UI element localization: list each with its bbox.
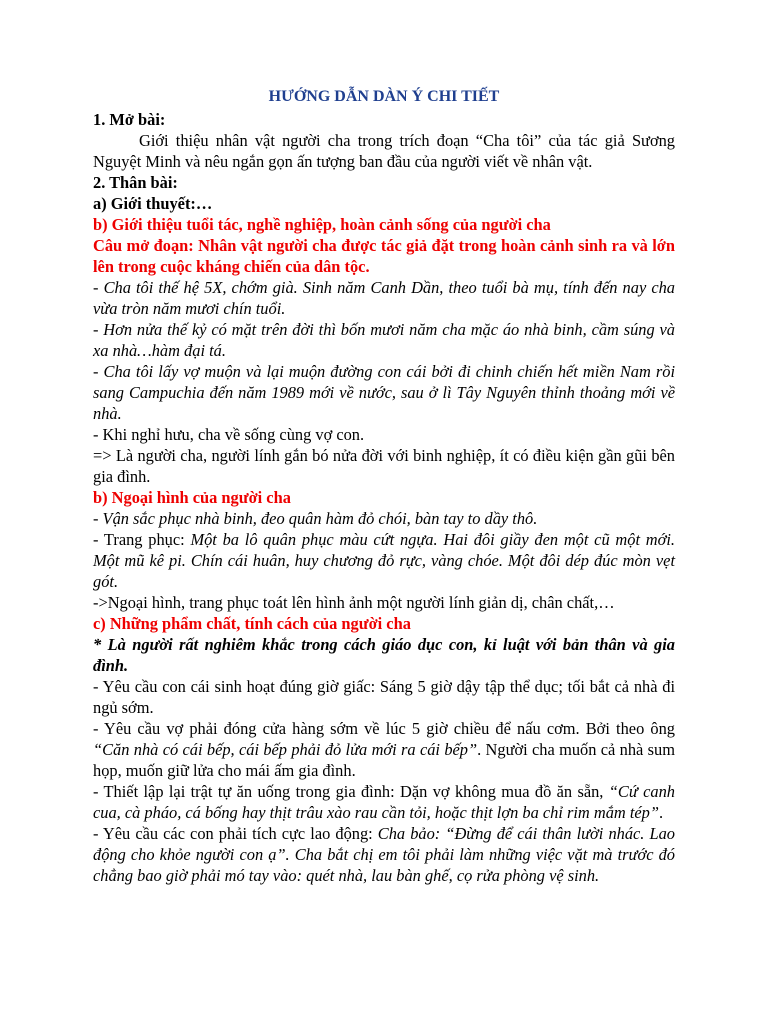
kitchen-text: - Yêu cầu vợ phải đóng cửa hàng sớm về lúc 5 giờ chiều để nấu cơm. Bởi theo ông (93, 719, 675, 738)
trait-item-meals (93, 781, 675, 823)
section-2-heading: 2. Thân bài: (93, 173, 178, 192)
appearance-heading: b) Ngoại hình của người cha (93, 488, 291, 507)
appearance-item-outfit (93, 529, 675, 592)
conclusion-b: => Là người cha, người lính gắn bó nửa đời với binh nghiệp, ít có điều kiện gần gũi bên gia đình. (93, 446, 675, 486)
quote-item-service: - Hơn nửa thế kỷ có mặt trên đời thì bốn mươi năm cha mặc áo nhà binh, cầm súng và xa nhà…hàm đại tá. (93, 320, 675, 360)
section-1-heading: 1. Mở bài: (93, 110, 166, 129)
appearance-conclusion: ->Ngoại hình, trang phục toát lên hình ảnh một người lính giản dị, chân chất,… (93, 593, 615, 612)
kitchen-text-end: . Người cha muốn cả nhà sum họp, muốn giữ lửa cho mái ấm gia đình. (93, 740, 675, 780)
subsection-b-heading: b) Giới thiệu tuổi tác, nghề nghiệp, hoàn cảnh sống của người cha (93, 215, 551, 234)
meals-text: - Thiết lập lại trật tự ăn uống trong gia đình: Dặn vợ không mua đồ ăn sẵn, (93, 782, 609, 801)
trait-claim: * Là người rất nghiêm khắc trong cách giáo dục con, kỉ luật với bản thân và gia đình. (93, 635, 675, 675)
document-title: HƯỚNG DẪN DÀN Ý CHI TIẾT (268, 88, 500, 105)
list-item-retirement: - Khi nghỉ hưu, cha về sống cùng vợ con. (93, 425, 365, 444)
kitchen-quote: “Căn nhà có cái bếp, cái bếp phải đỏ lửa mới ra cái bếp” (93, 740, 478, 759)
topic-sentence: Câu mở đoạn: Nhân vật người cha được tác giả đặt trong hoàn cảnh sinh ra và lớn lên trong cuộc kháng chiến của dân tộc. (93, 236, 675, 276)
subsection-c-heading: c) Những phẩm chất, tính cách của người cha (93, 614, 411, 633)
outfit-label: - Trang phục: (93, 530, 191, 549)
trait-item-kitchen (93, 718, 675, 781)
meals-quote: “Cứ canh cua, cà pháo, cá bống hay thịt trâu xào rau cần tỏi, hoặc thịt lợn ba chỉ rim mắm tép” (93, 782, 675, 822)
trait-item-labor (93, 823, 675, 886)
trait-item-schedule: - Yêu cầu con cái sinh hoạt đúng giờ giấc: Sáng 5 giờ dậy tập thể dục; tối bắt cả nhà đi ngủ sớm. (93, 677, 675, 717)
quote-item-family: - Cha tôi lấy vợ muộn và lại muộn đường con cái bởi đi chinh chiến hết miền Nam rồi sang Campuchia đến năm 1989 mới về nước, sau ở lì Tây Nguyên thỉnh thoảng mới về nhà. (93, 362, 675, 423)
labor-text: - Yêu cầu các con phải tích cực lao động: (93, 824, 378, 843)
appearance-item-uniform: - Vận sắc phục nhà binh, đeo quân hàm đỏ chói, bàn tay to dầy thô. (93, 509, 538, 528)
meals-text-end: . (658, 803, 664, 822)
quote-item-age: - Cha tôi thế hệ 5X, chớm già. Sinh năm Canh Dần, theo tuổi bà mụ, tính đến nay cha vừa tròn năm mươi chín tuổi. (93, 278, 675, 318)
outfit-quote: Một ba lô quân phục màu cứt ngựa. Hai đôi giầy đen một cũ một mới. Một mũ kê pi. Chín cái huân, huy chương đỏ rực, vàng chóe. Một đôi dép đúc mòn vẹt gót. (93, 530, 675, 591)
section-1-paragraph: Giới thiệu nhân vật người cha trong trích đoạn “Cha tôi” của tác giả Sương Nguyệt Minh và nêu ngắn gọn ấn tượng ban đầu của người viết về nhân vật. (93, 131, 675, 171)
subsection-a-heading: a) Giới thuyết:… (93, 194, 213, 213)
labor-quote: Cha bảo: “Đừng để cái thân lười nhác. Lao động cho khỏe người con ạ”. Cha bắt chị em tôi phải làm những việc vặt mà trước đó chẳng bao giờ phải mó tay vào: quét nhà, lau bàn ghế, cọ rửa phòng vệ sinh. (93, 824, 675, 885)
